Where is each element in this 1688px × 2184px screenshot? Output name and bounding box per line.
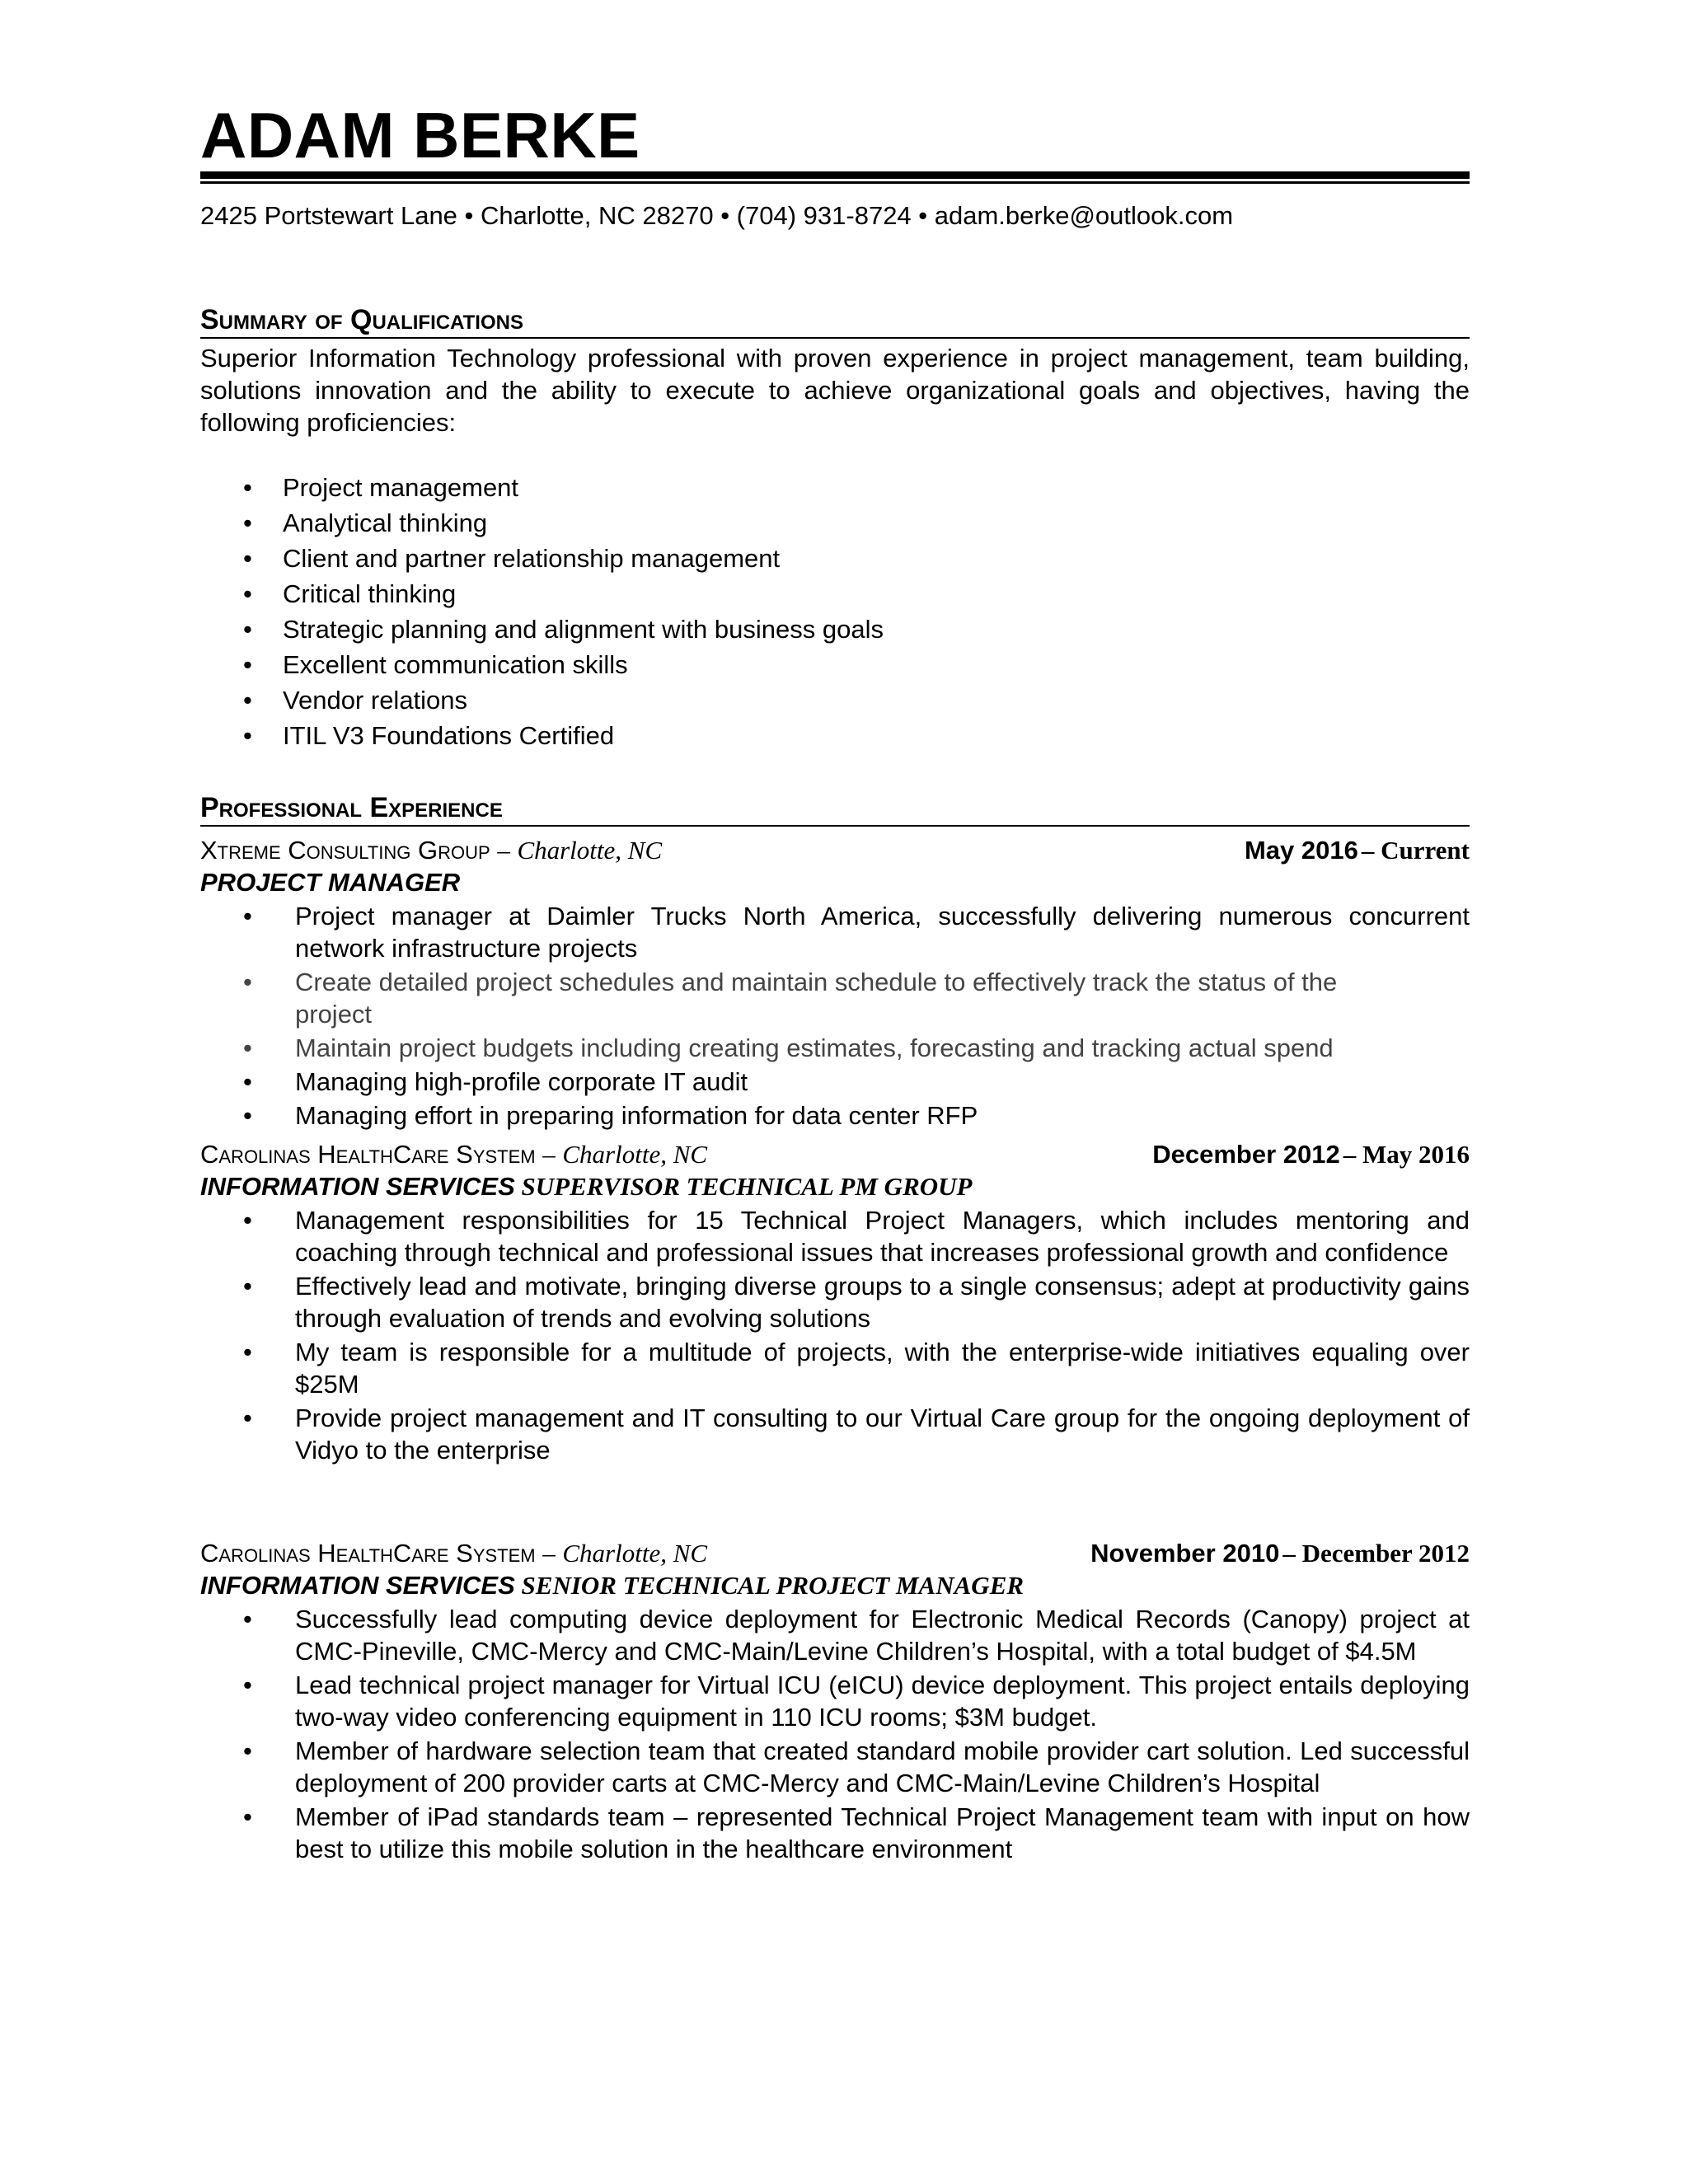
job-location: Charlotte, NC [517,836,663,865]
company-name: Xtreme Consulting Group [200,836,490,865]
list-item: • Successfully lead computing device deployment for Electronic Medical Records (Canopy) project at CMC-Pineville, CMC-Mercy and CMC-Main/Levine Children’s Hospital, with a total budget of $4.5M [200,1603,1470,1667]
job-bullets [200,900,1470,1133]
header-rule-thick [200,171,1470,179]
job-header [200,835,1470,866]
company-name: Carolinas HealthCare System [200,1539,536,1568]
header-rule-thin [200,181,1470,184]
job-dates [1152,1139,1470,1175]
list-item: • Project management [200,470,884,505]
job-bullets [200,1603,1470,1867]
job-title [200,1171,972,1207]
list-item: • Create detailed project schedules and maintain schedule to effectively track the status of the project [200,966,1470,1030]
list-item: • Maintain project budgets including creating estimates, forecasting and tracking actual spend [200,1032,1470,1064]
candidate-name: ADAM BERKE [200,99,640,171]
list-item: • Management responsibilities for 15 Technical Project Managers, which includes mentoring and coaching through technical and professional issues that increases professional growth and confidence [200,1204,1470,1268]
job-header [200,1139,1470,1170]
list-item: • Managing high-profile corporate IT audit [200,1066,1470,1098]
experience-heading: Professional Experience [200,791,1470,827]
date-start: November 2010 [1090,1539,1280,1568]
list-item: • Analytical thinking [200,505,884,541]
company-separator: – [542,1539,556,1568]
contact-line: 2425 Portstewart Lane • Charlotte, NC 28270 • (704) 931-8724 • adam.berke@outlook.com [200,201,1234,230]
list-item: • Client and partner relationship management [200,541,884,576]
job-location: Charlotte, NC [562,1539,708,1568]
date-end: – Current [1361,836,1470,865]
date-start: December 2012 [1152,1140,1340,1169]
job-title-main: PROJECT MANAGER [200,868,461,897]
summary-paragraph: Superior Information Technology professional with proven experience in project management, team building, solutions innovation and the ability to execute to achieve organizational goals and objectives, having the following proficiencies: [200,344,1470,437]
skills-list [200,470,884,753]
list-item: • Managing effort in preparing information for data center RFP [200,1099,1470,1132]
list-item: • Member of iPad standards team – represented Technical Project Management team with input on how best to utilize this mobile solution in the healthcare environment [200,1801,1470,1865]
job-title [200,1570,1024,1606]
list-item: • ITIL V3 Foundations Certified [200,718,884,753]
job-dates [1245,835,1470,871]
company-line [200,1139,707,1170]
list-item: • Excellent communication skills [200,647,884,682]
job-bullets [200,1204,1470,1468]
list-item: • Provide project management and IT consulting to our Virtual Care group for the ongoing deployment of Vidyo to the enterprise [200,1402,1470,1466]
job-location: Charlotte, NC [562,1140,708,1169]
date-end: – December 2012 [1282,1539,1470,1568]
list-item: • Effectively lead and motivate, bringing diverse groups to a single consensus; adept at productivity gains through evaluation of trends and evolving solutions [200,1270,1470,1334]
company-name: Carolinas HealthCare System [200,1140,536,1169]
list-item: • Lead technical project manager for Virtual ICU (eICU) device deployment. This project entails deploying two-way video conferencing equipment in 110 ICU rooms; $3M budget. [200,1669,1470,1733]
list-item: • Project manager at Daimler Trucks North America, successfully delivering numerous concurrent network infrastructure projects [200,900,1470,964]
job-header [200,1538,1470,1569]
summary-heading: Summary of Qualifications [200,303,1470,339]
company-line [200,835,662,866]
list-item: • My team is responsible for a multitude of projects, with the enterprise-wide initiatives equaling over $25M [200,1336,1470,1400]
company-separator: – [497,836,510,865]
company-separator: – [542,1140,556,1169]
job-title-main: INFORMATION SERVICES [200,1172,515,1201]
job-title [200,867,460,903]
list-item: • Strategic planning and alignment with business goals [200,612,884,647]
date-end: – May 2016 [1343,1140,1470,1169]
job-title-main: INFORMATION SERVICES [200,1571,515,1600]
job-dates [1090,1538,1470,1574]
list-item: • Vendor relations [200,682,884,718]
job-title-sub: SENIOR TECHNICAL PROJECT MANAGER [514,1571,1025,1600]
company-line [200,1538,707,1569]
job-title-sub: SUPERVISOR TECHNICAL PM GROUP [514,1172,973,1201]
list-item: • Member of hardware selection team that created standard mobile provider cart solution. Led successful deployment of 200 provider carts at CMC-Mercy and CMC-Main/Levine Children’s Hospital [200,1735,1470,1799]
list-item: • Critical thinking [200,576,884,612]
date-start: May 2016 [1244,836,1358,865]
